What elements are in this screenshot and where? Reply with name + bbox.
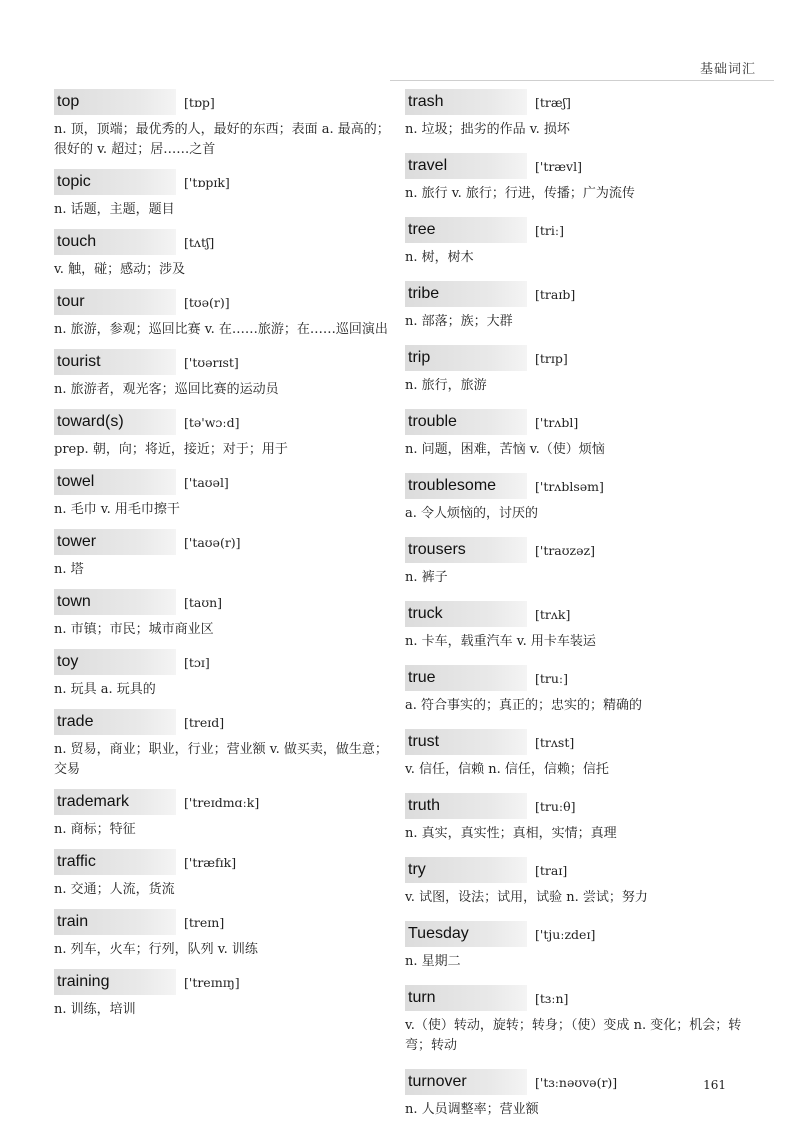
phonetic-transcription: ['traʊzəz] <box>535 542 595 558</box>
definition: n. 话题，主题，题目 <box>54 202 175 217</box>
headword: tour <box>54 289 176 315</box>
headword: trousers <box>405 537 527 563</box>
definition: n. 市镇；市民；城市商业区 <box>54 622 214 637</box>
entry-headline <box>405 280 745 308</box>
definition: n. 旅游者，观光客；巡回比赛的运动员 <box>54 382 279 397</box>
definition: v. 触，碰；感动；涉及 <box>54 262 186 277</box>
definition: n. 旅行，旅游 <box>405 378 487 393</box>
definition: n. 塔 <box>54 562 84 577</box>
headword: turn <box>405 985 527 1011</box>
phonetic-transcription: [tɜːn] <box>535 990 569 1006</box>
entry-headline <box>54 348 394 376</box>
vocab-entry <box>405 344 745 396</box>
vocab-entry <box>54 288 394 340</box>
entry-headline <box>54 588 394 616</box>
headword: trademark <box>54 789 176 815</box>
definition: n. 裤子 <box>405 570 448 585</box>
phonetic-transcription: [treɪn] <box>184 914 225 930</box>
headword: trouble <box>405 409 527 435</box>
definition: n. 旅游，参观；巡回比赛 v. 在……旅游；在……巡回演出 <box>54 322 388 337</box>
entry-headline <box>54 968 394 996</box>
vocab-entry <box>405 664 745 716</box>
headword: toward(s) <box>54 409 176 435</box>
phonetic-transcription: ['treɪnɪŋ] <box>184 974 240 990</box>
headword: tree <box>405 217 527 243</box>
definition: v.（使）转动，旋转；转身；（使）变成 n. 变化；机会；转弯；转动 <box>405 1018 742 1053</box>
phonetic-transcription: [tɒp] <box>184 94 215 110</box>
header-divider <box>390 80 774 81</box>
entry-headline <box>405 600 745 628</box>
phonetic-transcription: ['tɜːnəʊvə(r)] <box>535 1074 618 1090</box>
entry-headline <box>54 168 394 196</box>
headword: tourist <box>54 349 176 375</box>
vocab-entry <box>405 728 745 780</box>
headword: troublesome <box>405 473 527 499</box>
headword: top <box>54 89 176 115</box>
definition: n. 部落；族；大群 <box>405 314 513 329</box>
definition: v. 信任，信赖 n. 信任，信赖；信托 <box>405 762 609 777</box>
definition: a. 符合事实的；真正的；忠实的；精确的 <box>405 698 643 713</box>
headword: traffic <box>54 849 176 875</box>
phonetic-transcription: ['træfɪk] <box>184 854 237 870</box>
definition: n. 星期二 <box>405 954 461 969</box>
phonetic-transcription: [tə'wɔːd] <box>184 414 240 430</box>
vocab-entry <box>54 348 394 400</box>
phonetic-transcription: [traɪb] <box>535 286 576 302</box>
entry-headline <box>54 288 394 316</box>
headword: town <box>54 589 176 615</box>
page-number: 161 <box>703 1078 726 1092</box>
vocab-entry <box>405 88 745 140</box>
entry-headline <box>405 920 745 948</box>
definition: v. 试图，设法；试用，试验 n. 尝试；努力 <box>405 890 648 905</box>
headword: truth <box>405 793 527 819</box>
entry-headline <box>405 792 745 820</box>
entry-headline <box>405 728 745 756</box>
entry-headline <box>54 648 394 676</box>
vocab-entry <box>405 536 745 588</box>
entry-headline <box>405 664 745 692</box>
headword: toy <box>54 649 176 675</box>
vocab-entry <box>54 648 394 700</box>
phonetic-transcription: [tʌtʃ] <box>184 234 215 250</box>
entry-headline <box>54 468 394 496</box>
vocab-entry <box>405 792 745 844</box>
entry-headline <box>54 528 394 556</box>
entry-headline <box>405 408 745 436</box>
definition: prep. 朝，向；将近，接近；对于；用于 <box>54 442 288 457</box>
headword: true <box>405 665 527 691</box>
phonetic-transcription: [taʊn] <box>184 594 223 610</box>
vocab-entry <box>405 984 745 1056</box>
vocab-entry <box>405 600 745 652</box>
phonetic-transcription: ['tɒpɪk] <box>184 174 230 190</box>
entry-headline <box>54 88 394 116</box>
phonetic-transcription: [traɪ] <box>535 862 568 878</box>
definition: n. 顶，顶端；最优秀的人，最好的东西；表面 a. 最高的；很好的 v. 超过；居……之首 <box>54 122 390 157</box>
headword: tower <box>54 529 176 555</box>
entry-headline <box>405 88 745 116</box>
headword: towel <box>54 469 176 495</box>
phonetic-transcription: [tɔɪ] <box>184 654 210 670</box>
headword: try <box>405 857 527 883</box>
entry-headline <box>54 788 394 816</box>
entry-headline <box>405 344 745 372</box>
phonetic-transcription: ['treɪdmɑːk] <box>184 794 260 810</box>
vocab-entry <box>405 152 745 204</box>
vocab-entry <box>405 280 745 332</box>
phonetic-transcription: [truːθ] <box>535 798 576 814</box>
definition: n. 人员调整率；营业额 <box>405 1102 539 1117</box>
vocab-entry <box>54 708 394 780</box>
phonetic-transcription: [trɪp] <box>535 350 568 366</box>
definition: n. 贸易，商业；职业，行业；营业额 v. 做买卖，做生意；交易 <box>54 742 388 777</box>
headword: trade <box>54 709 176 735</box>
headword: trip <box>405 345 527 371</box>
headword: Tuesday <box>405 921 527 947</box>
phonetic-transcription: [trʌst] <box>535 734 575 750</box>
definition: n. 毛巾 v. 用毛巾擦干 <box>54 502 180 517</box>
headword: trash <box>405 89 527 115</box>
vocab-entry <box>54 528 394 580</box>
phonetic-transcription: ['trævl] <box>535 158 582 174</box>
phonetic-transcription: ['tʊərɪst] <box>184 354 239 370</box>
phonetic-transcription: [treɪd] <box>184 714 225 730</box>
definition: n. 问题，困难，苦恼 v.（使）烦恼 <box>405 442 605 457</box>
headword: touch <box>54 229 176 255</box>
right-column <box>405 88 745 1132</box>
definition: n. 垃圾；拙劣的作品 v. 损坏 <box>405 122 570 137</box>
definition: n. 玩具 a. 玩具的 <box>54 682 156 697</box>
entry-headline <box>405 536 745 564</box>
headword: topic <box>54 169 176 195</box>
entry-headline <box>54 848 394 876</box>
entry-headline <box>405 152 745 180</box>
definition: n. 真实，真实性；真相，实情；真理 <box>405 826 617 841</box>
entry-headline <box>405 1068 745 1096</box>
headword: truck <box>405 601 527 627</box>
vocab-entry <box>54 468 394 520</box>
definition: n. 商标；特征 <box>54 822 136 837</box>
left-column <box>54 88 394 1028</box>
entry-headline <box>405 984 745 1012</box>
phonetic-transcription: ['taʊəl] <box>184 474 229 490</box>
definition: n. 旅行 v. 旅行；行进，传播；广为流传 <box>405 186 635 201</box>
entry-headline <box>54 228 394 256</box>
vocab-entry <box>54 408 394 460</box>
vocab-entry <box>405 408 745 460</box>
definition: n. 交通；人流，货流 <box>54 882 175 897</box>
headword: train <box>54 909 176 935</box>
vocab-entry <box>54 588 394 640</box>
vocab-entry <box>54 228 394 280</box>
page-header-title: 基础词汇 <box>699 62 756 77</box>
phonetic-transcription: [træʃ] <box>535 94 571 110</box>
vocab-entry <box>405 1068 745 1120</box>
vocab-entry <box>54 788 394 840</box>
vocab-entry <box>405 920 745 972</box>
phonetic-transcription: ['tjuːzdeɪ] <box>535 926 596 942</box>
vocab-entry <box>54 908 394 960</box>
vocab-entry <box>405 216 745 268</box>
vocab-entry <box>54 848 394 900</box>
headword: turnover <box>405 1069 527 1095</box>
phonetic-transcription: ['trʌbl] <box>535 414 579 430</box>
definition: n. 列车，火车；行列，队列 v. 训练 <box>54 942 258 957</box>
definition: a. 令人烦恼的，讨厌的 <box>405 506 539 521</box>
headword: training <box>54 969 176 995</box>
phonetic-transcription: [truː] <box>535 670 569 686</box>
entry-headline <box>405 856 745 884</box>
definition: n. 树，树木 <box>405 250 474 265</box>
phonetic-transcription: ['taʊə(r)] <box>184 534 241 550</box>
headword: tribe <box>405 281 527 307</box>
entry-headline <box>54 908 394 936</box>
phonetic-transcription: [tʊə(r)] <box>184 294 230 310</box>
definition: n. 训练，培训 <box>54 1002 136 1017</box>
definition: n. 卡车，载重汽车 v. 用卡车装运 <box>405 634 596 649</box>
entry-headline <box>54 408 394 436</box>
headword: travel <box>405 153 527 179</box>
vocab-entry <box>405 856 745 908</box>
phonetic-transcription: [triː] <box>535 222 564 238</box>
vocab-entry <box>54 168 394 220</box>
phonetic-transcription: ['trʌblsəm] <box>535 478 604 494</box>
entry-headline <box>405 216 745 244</box>
entry-headline <box>405 472 745 500</box>
phonetic-transcription: [trʌk] <box>535 606 571 622</box>
entry-headline <box>54 708 394 736</box>
headword: trust <box>405 729 527 755</box>
vocab-entry <box>54 968 394 1020</box>
vocab-entry <box>54 88 394 160</box>
vocab-entry <box>405 472 745 524</box>
